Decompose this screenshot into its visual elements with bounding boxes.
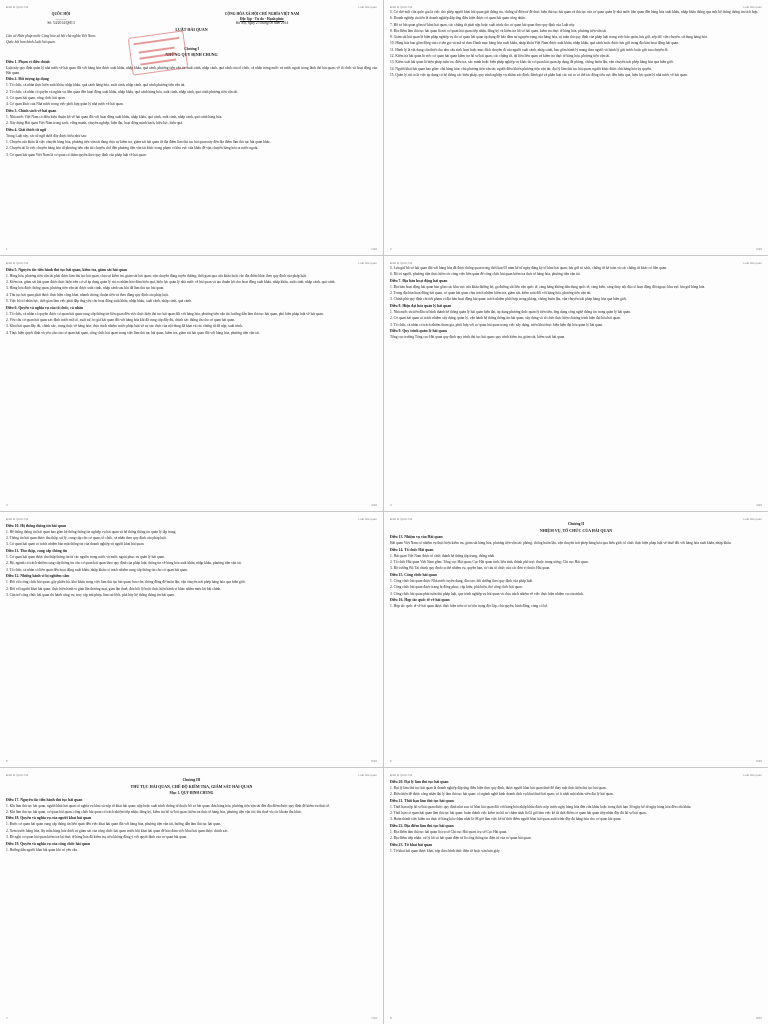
article-heading: Điều 17. Nguyên tắc tiến hành thủ tục hải quan: [6, 797, 83, 802]
article-paragraph: 3. Cơ quan hải quan, công chức hải quan.: [6, 95, 66, 100]
article-paragraph: 6. Doanh nghiệp ưu tiên là doanh nghiệp đáp ứng điều kiện được cơ quan hải quan công nhận.: [390, 16, 526, 21]
page-header-right: Luật Hải quan: [743, 5, 762, 9]
article-heading: Điều 14. Tổ chức Hải quan: [390, 547, 434, 552]
article-paragraph: 4. Thực hiện quyết định và yêu cầu của cơ quan hải quan, công chức hải quan trong việc làm thủ tục hải quan, kiểm tra, giám sát hải quan đối với hàng hóa, phương tiện vận tải.: [6, 330, 260, 335]
article-paragraph: 1. Cơ quan hải quan được thu thập thông tin từ các nguồn trong nước và nước ngoài phục vụ quản lý hải quan.: [6, 555, 165, 560]
page-count: 2/20: [756, 247, 762, 251]
article-heading: Điều 2. Đối tượng áp dụng: [6, 77, 49, 82]
article-paragraph: 12. Kiểm tra hải quan là việc cơ quan hải quan kiểm tra hồ sơ hải quan, các chứng từ, tài liệu liên quan và kiểm tra thực tế hàng hóa, phương tiện vận tải.: [390, 54, 611, 59]
article-paragraph: 1. Hướng dẫn người khai hải quan khi có yêu cầu.: [6, 847, 78, 852]
article-paragraph: Tổng cục trưởng Tổng cục Hải quan quy định quy trình thủ tục hải quan; quy trình kiểm tra, giám sát, kiểm soát hải quan.: [390, 335, 566, 340]
chapter-label: Chương I: [184, 46, 199, 51]
article-paragraph: 2. Khi làm thủ tục hải quan, cơ quan hải quan, công chức hải quan có trách nhiệm tiếp nhận, đăng ký, kiểm tra hồ sơ hải quan; kiểm tra thực tế hàng hóa, phương tiện vận tải; thu thuế và các khoản thu khác.: [6, 809, 303, 814]
article-paragraph: 3. Bộ trưởng Bộ Tài chính quy định cụ thể nhiệm vụ, quyền hạn, cơ cấu tổ chức của các đơn vị thuộc Hải quan.: [390, 566, 551, 571]
article-paragraph: 2. Cơ quan hải quan có trách nhiệm xây dựng, quản lý, vận hành hệ thống thông tin hải quan; xây dựng và tổ chức thực hiện chương trình hiện đại hóa hải quan.: [390, 316, 621, 321]
nation-block: [147, 12, 377, 26]
page-footer: [390, 247, 762, 252]
page-header-left: Điều lệ Quốc hội: [6, 261, 29, 265]
article-paragraph: 1. Hệ thống thông tin hải quan bao gồm hệ thống thông tin nghiệp vụ hải quan và hệ thống thông tin quản lý tập trung.: [6, 529, 177, 534]
article-paragraph: 3. Cơ quan hải quan có trách nhiệm bảo mật thông tin của doanh nghiệp và người khai hải quan.: [6, 542, 145, 547]
preamble-line: Căn cứ Hiến pháp nước Cộng hòa xã hội chủ nghĩa Việt Nam;: [6, 34, 96, 39]
article-paragraph: 3. Hàng hóa được thông quan, phương tiện vận tải được xuất cảnh, nhập cảnh sau khi đã làm thủ tục hải quan.: [6, 286, 165, 291]
document-page: [0, 512, 384, 768]
article-paragraph: 4. Cơ quan khác của Nhà nước trong việc phối hợp quản lý nhà nước về hải quan.: [6, 102, 124, 107]
article-heading: Điều 3. Chính sách về hải quan: [6, 108, 57, 113]
article-heading: Điều 18. Quyền và nghĩa vụ của người khai hải quan: [6, 816, 92, 821]
page-header-left: Điều lệ Quốc hội: [390, 773, 413, 777]
page-header-left: Điều lệ Quốc hội: [6, 773, 29, 777]
page-header-left: Điều lệ Quốc hội: [6, 517, 29, 521]
page-count: 3/20: [371, 503, 377, 507]
issuer-rule: ———: [55, 16, 67, 21]
issuer-name: QUỐC HỘI: [51, 12, 71, 16]
page-body: [390, 10, 762, 242]
place-date: Hà Nội, ngày 23 tháng 06 năm 2014: [235, 21, 289, 26]
law-title: LUẬT HẢI QUAN: [175, 26, 208, 32]
page-footer: [6, 247, 377, 252]
chapter-title: THỦ TỤC HẢI QUAN, CHẾ ĐỘ KIỂM TRA, GIÁM SÁT HẢI QUAN: [130, 783, 253, 789]
page-header-right: Luật Hải quan: [743, 773, 762, 777]
page-header-left: Điều lệ Quốc hội: [6, 5, 29, 9]
page-body: [6, 778, 377, 1010]
page-number: 5: [6, 759, 8, 763]
document-page: [384, 768, 768, 1024]
article-paragraph: 2. Đối với người khai hải quan: thực hiện hành vi gian lận thương mại, gian lận thuế; đưa hối lộ hoặc thực hiện hành vi khác nhằm mưu lợi bất chính.: [6, 586, 222, 591]
article-paragraph: 2. Yêu cầu cơ quan hải quan xác định trước mã số, xuất xứ, trị giá hải quan đối với hàng hóa khi đã cung cấp đầy đủ, chính xác thông tin cho cơ quan hải quan.: [6, 317, 236, 322]
article-paragraph: 1. Đại lý làm thủ tục hải quan là doanh nghiệp đáp ứng điều kiện theo quy định, được người khai hải quan thuê để thay mặt thực hiện thủ tục hải quan.: [390, 785, 607, 790]
article-heading: Điều 19. Quyền và nghĩa vụ của công chức hải quan: [6, 841, 90, 846]
article-paragraph: 1. Hợp tác quốc tế về hải quan được thực hiện trên cơ sở tôn trọng độc lập, chủ quyền, bình đẳng, cùng có lợi.: [390, 604, 549, 609]
page-header-right: Luật Hải quan: [358, 773, 377, 777]
preamble-line: Quốc hội ban hành Luật hải quan.: [6, 40, 56, 45]
article-paragraph: 3. Chính phủ quy định chi tiết phạm vi địa bàn hoạt động hải quan; trách nhiệm phối hợp trong phòng, chống buôn lậu, vận chuyển trái phép hàng hóa qua biên giới.: [390, 297, 627, 302]
article-paragraph: 2. Kiểm tra, giám sát hải quan được thực hiện trên cơ sở áp dụng quản lý rủi ro nhằm bảo đảm hiệu quả, hiệu lực quản lý nhà nước về hải quan và tạo thuận lợi cho hoạt động xuất khẩu, nhập khẩu, xuất cảnh, nhập cảnh, quá cảnh.: [6, 280, 336, 285]
page-header-right: Luật Hải quan: [743, 517, 762, 521]
article-paragraph: Trong Luật này, các từ ngữ dưới đây được hiểu như sau:: [6, 133, 87, 138]
article-heading: Điều 15. Công chức hải quan: [390, 572, 437, 577]
article-paragraph: 6. Bố trí người, phương tiện thực hiện các công việc liên quan để công chức hải quan kiểm tra thực tế hàng hóa, phương tiện vận tải.: [390, 272, 581, 277]
page-header-left: Điều lệ Quốc hội: [390, 261, 413, 265]
article-paragraph: 7. Hồ sơ hải quan gồm tờ khai hải quan, các chứng từ phải nộp hoặc xuất trình cho cơ quan hải quan theo quy định của Luật này.: [390, 22, 576, 27]
page-count: 6/20: [756, 759, 762, 763]
article-paragraph: 1. Tổ chức, cá nhân thực hiện xuất khẩu, nhập khẩu, quá cảnh hàng hóa, xuất cảnh, nhập cảnh, quá cảnh phương tiện vận tải.: [6, 83, 186, 88]
article-paragraph: 2. Tổ chức Hải quan Việt Nam gồm: Tổng cục Hải quan; Cục Hải quan tỉnh, liên tỉnh, thành phố trực thuộc trung ương; Chi cục Hải quan.: [390, 560, 589, 565]
article-heading: Điều 13. Nhiệm vụ của Hải quan: [390, 535, 443, 540]
page-number: 8: [390, 1016, 392, 1020]
document-heading: [6, 12, 377, 26]
document-page: [0, 0, 384, 256]
chapter-label: Chương III: [182, 778, 201, 782]
article-heading: Điều 10. Hệ thống thông tin hải quan: [6, 523, 66, 528]
page-count: 4/20: [756, 503, 762, 507]
article-paragraph: 2. Công chức hải quan được trang bị đồng phục, cấp hiệu, phù hiệu, thẻ công chức hải quan.: [390, 585, 523, 590]
article-paragraph: 1. Tổ chức, cá nhân có quyền được cơ quan hải quan cung cấp thông tin liên quan đến việc thực hiện thủ tục hải quan đối với hàng hóa, phương tiện vận tải; hướng dẫn làm thủ tục hải quan, phổ biến pháp luật về hải quan.: [6, 311, 324, 316]
article-heading: Điều 21. Thời hạn làm thủ tục hải quan: [390, 798, 454, 803]
article-paragraph: 3. Đề nghị cơ quan hải quan kiểm tra lại thực tế hàng hóa đã kiểm tra, nếu không đồng ý với quyết định của cơ quan hải quan.: [6, 835, 188, 840]
article-paragraph: 1. Địa điểm làm thủ tục hải quan là trụ sở Chi cục Hải quan, trụ sở Cục Hải quan.: [390, 829, 508, 834]
page-footer: [6, 1016, 377, 1021]
page-footer: [390, 759, 762, 764]
article-paragraph: 5. Lưu giữ hồ sơ hải quan đối với hàng hóa đã được thông quan trong thời hạn 05 năm kể từ ngày đăng ký tờ khai hải quan; lưu giữ sổ sách, chứng từ kế toán và các chứng từ khác có liên quan.: [390, 266, 667, 270]
article-heading: Điều 9. Quy trình quản lý hải quan: [390, 329, 447, 334]
article-paragraph: 2. Chuyển tải là việc chuyển hàng hóa từ phương tiện vận tải chuyên chở đến phương tiện vận tải khác trong phạm vi khu vực cửa khẩu để vận chuyển hàng hóa ra nước ngoài.: [6, 146, 259, 151]
article-paragraph: 2. Tổ chức, cá nhân có quyền và nghĩa vụ liên quan đến hoạt động xuất khẩu, nhập khẩu, quá cảnh hàng hóa, xuất cảnh, nhập cảnh, quá cảnh phương tiện vận tải.: [6, 89, 239, 94]
page-header-right: Luật Hải quan: [358, 261, 377, 265]
article-paragraph: 1. Đối với công chức hải quan: gây phiền hà, khó khăn trong việc làm thủ tục hải quan; bao che, thông đồng để buôn lậu, vận chuyển trái phép hàng hóa qua biên giới.: [6, 580, 246, 585]
article-paragraph: 1. Địa bàn hoạt động hải quan bao gồm các khu vực cửa khẩu đường bộ, ga đường sắt liên vận quốc tế, cảng hàng không dân dụng quốc tế; cảng biển, cảng thủy nội địa có hoạt động đối ngoại; khu vực lưu giữ hàng hóa.: [390, 284, 706, 289]
page-header-left: Điều lệ Quốc hội: [390, 517, 413, 521]
article-paragraph: 2. Thời hạn cơ quan hải quan làm thủ tục hải quan: hoàn thành việc kiểm tra hồ sơ chậm nhất là 02 giờ làm việc kể từ thời điểm cơ quan hải quan tiếp nhận đầy đủ hồ sơ hải quan.: [390, 811, 647, 816]
page-number: 4: [390, 503, 392, 507]
article-paragraph: 3. Tổ chức, cá nhân có liên quan đến hoạt động xuất khẩu, nhập khẩu có trách nhiệm cung cấp thông tin cho cơ quan hải quan.: [6, 567, 188, 572]
article-heading: Điều 6. Quyền và nghĩa vụ của tổ chức, cá nhân: [6, 305, 83, 310]
page-body: [390, 522, 762, 754]
article-paragraph: 3. Tổ chức, cá nhân có trách nhiệm tham gia, phối hợp với cơ quan hải quan trong việc xây dựng, triển khai thực hiện hiện đại hóa quản lý hải quan.: [390, 322, 604, 327]
article-paragraph: 3. Hoàn thành việc kiểm tra thực tế hàng hóa chậm nhất là 08 giờ làm việc kể từ thời điểm người khai hải quan xuất trình đầy đủ hàng hóa cho cơ quan hải quan.: [390, 817, 622, 822]
article-paragraph: 1. Hải quan Việt Nam được tổ chức thành hệ thống tập trung, thống nhất.: [390, 553, 496, 558]
page-body: [6, 10, 377, 242]
page-header-left: Điều lệ Quốc hội: [390, 5, 413, 9]
article-paragraph: Luật này quy định quản lý nhà nước về hải quan đối với hàng hóa được xuất khẩu, nhập khẩu, quá cảnh, phương tiện vận tải xuất cảnh, nhập cảnh, quá cảnh của tổ chức, cá nhân trong nước và nước ngoài trong lãnh thổ hải quan; về tổ chức và hoạt động của Hải quan.: [6, 65, 377, 75]
article-paragraph: 2. Địa điểm tiếp nhận, xử lý hồ sơ hải quan điện tử là cổng thông tin điện tử của cơ quan hải quan.: [390, 836, 532, 841]
article-heading: Điều 12. Những hành vi bị nghiêm cấm: [6, 574, 70, 579]
document-page: [0, 256, 384, 512]
article-paragraph: 1. Được cơ quan hải quan cung cấp thông tin liên quan đến việc khai hải quan đối với hàng hóa, phương tiện vận tải, hướng dẫn làm thủ tục hải quan.: [6, 822, 222, 827]
page-count: 8/20: [756, 1016, 762, 1020]
article-paragraph: 15. Quản lý rủi ro là việc áp dụng có hệ thống các biện pháp, quy trình nghiệp vụ nhằm xác định, đánh giá và phân loại các rủi ro có thể tác động tiêu cực đến hiệu quả, hiệu lực quản lý nhà nước về hải quan.: [390, 72, 688, 77]
chapter-label: Mục 1. QUY ĐỊNH CHUNG: [169, 791, 214, 795]
document-page: [384, 256, 768, 512]
article-heading: Điều 1. Phạm vi điều chỉnh: [6, 59, 50, 64]
article-paragraph: 1. Khi làm thủ tục hải quan, người khai hải quan có nghĩa vụ khai và nộp tờ khai hải quan; nộp hoặc xuất trình chứng từ thuộc hồ sơ hải quan; đưa hàng hóa, phương tiện vận tải đến địa điểm được quy định để kiểm tra thực tế.: [6, 803, 331, 808]
page-footer: [6, 759, 377, 764]
article-heading: Điều 5. Nguyên tắc tiến hành thủ tục hải quan, kiểm tra, giám sát hải quan: [6, 267, 127, 272]
article-paragraph: 1. Tờ khai hải quan được khai, nộp theo hình thức điện tử hoặc văn bản giấy.: [390, 848, 501, 853]
article-paragraph: 13. Kiểm soát hải quan là biện pháp tuần tra, điều tra, xác minh hoặc biện pháp nghiệp vụ khác do cơ quan hải quan áp dụng để phòng, chống buôn lậu, vận chuyển trái phép hàng hóa qua biên giới.: [390, 60, 674, 65]
article-paragraph: 1. Hàng hóa, phương tiện vận tải phải được làm thủ tục hải quan, chịu sự kiểm tra, giám sát hải quan; vận chuyển đúng tuyến đường, thời gian qua cửa khẩu hoặc các địa điểm khác theo quy định của pháp luật.: [6, 273, 307, 278]
article-paragraph: 1. Công chức hải quan được Nhà nước tuyển dụng, đào tạo, bồi dưỡng theo quy định của pháp luật.: [390, 579, 533, 584]
article-paragraph: Hải quan Việt Nam có nhiệm vụ thực hiện kiểm tra, giám sát hàng hóa, phương tiện vận tải; phòng, chống buôn lậu, vận chuyển trái phép hàng hóa qua biên giới; tổ chức thực hiện pháp luật về thuế đối với hàng hóa xuất khẩu, nhập khẩu.: [390, 541, 732, 546]
article-paragraph: 14. Người khai hải quan bao gồm: chủ hàng hóa; chủ phương tiện vận tải; người điều khiển phương tiện vận tải; đại lý làm thủ tục hải quan; người khác được chủ hàng hóa ủy quyền.: [390, 66, 652, 71]
article-paragraph: 1. Thời hạn nộp hồ sơ hải quan được quy định như sau: tờ khai hải quan đối với hàng hóa nhập khẩu được nộp trước ngày hàng hóa đến cửa khẩu hoặc trong thời hạn 30 ngày kể từ ngày hàng hóa đến cửa khẩu.: [390, 804, 692, 809]
article-heading: Điều 16. Hợp tác quốc tế về hải quan: [390, 598, 450, 603]
article-heading: Điều 20. Đại lý làm thủ tục hải quan: [390, 779, 449, 784]
article-paragraph: 1. Chuyển cửa khẩu là việc chuyển hàng hóa, phương tiện vận tải đang chịu sự kiểm tra, giám sát hải quan từ địa điểm làm thủ tục hải quan này đến địa điểm làm thủ tục hải quan khác.: [6, 139, 271, 144]
page-header-right: Luật Hải quan: [358, 5, 377, 9]
article-paragraph: 9. Giám sát hải quan là biện pháp nghiệp vụ do cơ quan hải quan áp dụng để bảo đảm sự nguyên trạng của hàng hóa, sự tuân thủ quy định của pháp luật trong việc bảo quản, lưu giữ, xếp dỡ, vận chuyển, sử dụng hàng hóa.: [390, 35, 708, 40]
article-paragraph: 2. Bộ, ngành có trách nhiệm cung cấp thông tin cho cơ quan hải quan theo quy định của pháp luật; thông tin về hàng hóa xuất khẩu, nhập khẩu, phương tiện vận tải.: [6, 561, 242, 566]
page-number: 7: [6, 1016, 8, 1020]
article-heading: Điều 23. Tờ khai hải quan: [390, 842, 433, 847]
article-paragraph: 3. Cơ quan hải quan Việt Nam là cơ quan có thẩm quyền theo quy định của pháp luật về hải quan.: [6, 152, 147, 157]
page-header-right: Luật Hải quan: [358, 517, 377, 521]
article-paragraph: 10. Hàng hóa bao gồm động sản có tên gọi và mã số theo Danh mục hàng hóa xuất khẩu, nhập khẩu Việt Nam được xuất khẩu, nhập khẩu, quá cảnh hoặc được lưu giữ trong địa bàn hoạt động hải quan.: [390, 41, 679, 46]
article-heading: Điều 8. Hiện đại hóa quản lý hải quan: [390, 303, 452, 308]
article-paragraph: 3. Cản trở công chức hải quan thi hành công vụ; truy cập trái phép, làm sai lệch, phá hủy hệ thống thông tin hải quan.: [6, 592, 175, 597]
chapter-title: NHIỆM VỤ, TỔ CHỨC CỦA HẢI QUAN: [539, 527, 613, 533]
page-number: 2: [390, 247, 392, 251]
article-paragraph: 4. Thủ tục hải quan phải được thực hiện công khai, nhanh chóng, thuận tiện và theo đúng quy định của pháp luật.: [6, 292, 169, 297]
article-heading: Điều 22. Địa điểm làm thủ tục hải quan: [390, 823, 454, 828]
article-paragraph: 2. Thông tin hải quan được thu thập, xử lý, cung cấp cho cơ quan, tổ chức, cá nhân theo quy định của pháp luật.: [6, 536, 167, 541]
page-count: 5/20: [371, 759, 377, 763]
page-footer: [390, 503, 762, 508]
article-paragraph: 2. Xem trước hàng hóa, lấy mẫu hàng hóa dưới sự giám sát của công chức hải quan trước khi khai hải quan để bảo đảm việc khai hải quan được chính xác.: [6, 828, 229, 833]
article-heading: Điều 7. Địa bàn hoạt động hải quan: [390, 278, 448, 283]
nation-name: CỘNG HÒA XÃ HỘI CHỦ NGHĨA VIỆT NAM: [224, 12, 300, 16]
page-number: 1: [6, 247, 8, 251]
issuer-block: [6, 12, 116, 26]
article-paragraph: 8. Địa điểm làm thủ tục hải quan là nơi cơ quan hải quan tiếp nhận, đăng ký và kiểm tra hồ sơ hải quan, kiểm tra thực tế hàng hóa, phương tiện vận tải.: [390, 28, 607, 33]
article-paragraph: 2. Trong địa bàn hoạt động hải quan, cơ quan hải quan chịu trách nhiệm kiểm tra, giám sát, kiểm soát đối với hàng hóa, phương tiện vận tải.: [390, 291, 592, 296]
page-count: 7/20: [371, 1016, 377, 1020]
page-count: 1/20: [371, 247, 377, 251]
page-body: [390, 266, 762, 498]
page-body: [390, 778, 762, 1010]
article-heading: Điều 4. Giải thích từ ngữ: [6, 127, 47, 132]
document-number: Số: 54/2014/QH13: [47, 21, 75, 26]
page-number: 3: [6, 503, 8, 507]
page-footer: [390, 1016, 762, 1021]
document-page: [384, 512, 768, 768]
chapter-title: NHỮNG QUY ĐỊNH CHUNG: [165, 52, 218, 58]
page-number: 6: [390, 759, 392, 763]
article-paragraph: 1. Nhà nước Việt Nam có điều kiện thuận lợi về hải quan đối với hoạt động xuất khẩu, nhập khẩu, quá cảnh, xuất cảnh, nhập cảnh, quá cảnh hàng hóa.: [6, 114, 223, 119]
document-page: [0, 768, 384, 1024]
article-paragraph: 2. Xây dựng Hải quan Việt Nam trong sạch, vững mạnh, chuyên nghiệp, hiện đại, hoạt động minh bạch, hiệu lực, hiệu quả.: [6, 121, 183, 126]
red-stamp-icon: [128, 30, 189, 75]
document-page: [384, 0, 768, 256]
page-body: [6, 522, 377, 754]
chapter-label: Chương II: [567, 522, 585, 526]
article-paragraph: 11. Hành lý là vật dụng cần thiết cho nhu cầu sinh hoạt hoặc mục đích chuyến đi của người xuất cảnh, nhập cảnh, bao gồm hành lý mang theo người và hành lý gửi trước hoặc gửi sau chuyến đi.: [390, 47, 669, 52]
article-paragraph: 5. Cơ chế một cửa quốc gia là việc cho phép người khai hải quan gửi thông tin, chứng từ điện tử để thực hiện thủ tục hải quan và thủ tục của cơ quan quản lý nhà nước liên quan đến hàng hóa xuất khẩu, nhập khẩu thông qua một hệ thống thông tin tích hợp.: [390, 10, 759, 14]
article-paragraph: 3. Công chức hải quan phải tuân thủ pháp luật, quy trình nghiệp vụ hải quan và chịu trách nhiệm về việc thực hiện nhiệm vụ của mình.: [390, 591, 584, 596]
page-header-right: Luật Hải quan: [743, 261, 762, 265]
page-footer: [6, 503, 377, 508]
article-heading: Điều 11. Thu thập, cung cấp thông tin: [6, 548, 68, 553]
article-paragraph: 2. Điều kiện để được công nhận đại lý làm thủ tục hải quan: có ngành nghề kinh doanh dịch vụ khai thuê hải quan; có ít nhất một nhân viên đại lý hải quan.: [390, 792, 614, 797]
page-body: [6, 266, 377, 498]
article-paragraph: 5. Việc bố trí nhân lực, thời gian làm việc phải đáp ứng yêu cầu hoạt động xuất khẩu, nhập khẩu, xuất cảnh, nhập cảnh, quá cảnh.: [6, 299, 192, 304]
nation-motto: Độc lập - Tự do - Hạnh phúc: [240, 16, 284, 21]
article-paragraph: 3. Khai hải quan đầy đủ, chính xác, trung thực về hàng hóa; chịu trách nhiệm trước pháp luật về sự xác thực của nội dung đã khai và các chứng từ đã nộp, xuất trình.: [6, 324, 243, 329]
article-paragraph: 1. Nhà nước ưu tiên đầu tư hình thành hệ thống quản lý hải quan hiện đại, áp dụng phương thức quản lý tiên tiến, ứng dụng công nghệ thông tin trong quản lý hải quan.: [390, 310, 631, 315]
